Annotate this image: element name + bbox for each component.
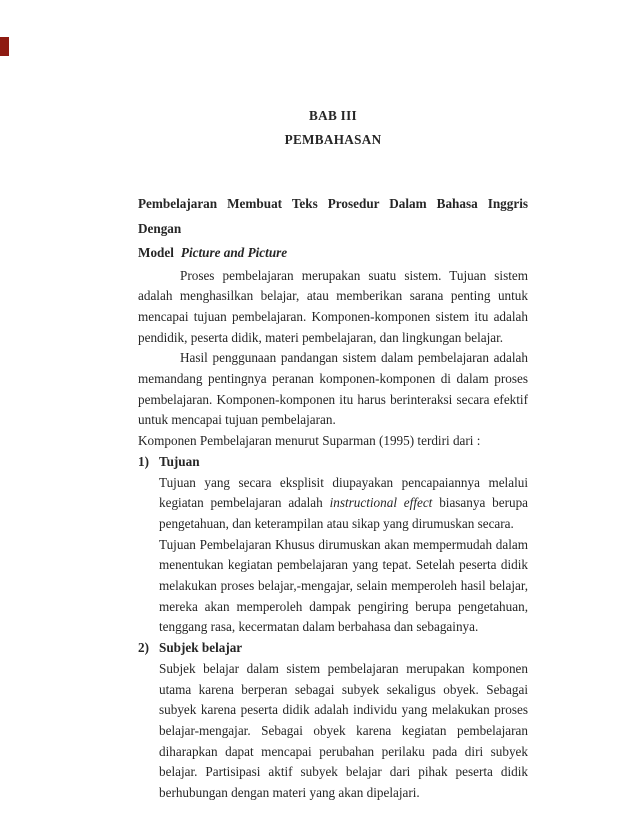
section-heading-line1: Pembelajaran Membuat Teks Prosedur Dalam Bahasa Inggris Dengan <box>138 196 528 236</box>
paragraph-2: Hasil penggunaan pandangan sistem dalam pembelajaran adalah memandang pentingnya peranan komponen-komponen di dalam proses pembelajaran. Komponen-komponen itu harus berinteraksi secara efektif untuk mencapai tujuan pembelajaran. <box>138 350 528 428</box>
chapter-number: BAB III <box>309 108 357 123</box>
spacer <box>138 152 528 192</box>
section-heading-line2 <box>138 241 528 266</box>
list-item-1-title: Tujuan <box>159 453 200 469</box>
section-heading-line2-text: Model <box>138 245 174 260</box>
list-intro: Komponen Pembelajaran menurut Suparman (1995) terdiri dari : <box>138 433 481 449</box>
paragraph-1: Proses pembelajaran merupakan suatu sistem. Tujuan sistem adalah menghasilkan belajar, atau memberikan sarana penting untuk mencapai tujuan pembelajaran. Komponen-komponen sistem itu adalah pendidik, peserta didik, materi pembelajaran, dan lingkungan belajar. <box>138 267 528 345</box>
list-item-1-para1-text-before: Tujuan yang secara eksplisit diupayakan pencapaiannya melalui kegiatan pembelajaran adalah <box>159 474 528 511</box>
section-heading-line2-italic: Picture and Picture <box>180 245 288 260</box>
page-corner-mark <box>0 37 9 56</box>
list-item-2-title: Subjek belajar <box>159 640 243 656</box>
list-item-1-para1-text-after: biasanya berupa pengetahuan, dan keterampilan atau sikap yang dirumuskan secara. <box>159 495 529 531</box>
list-item-1-paragraph-2: Tujuan Pembelajaran Khusus dirumuskan akan mempermudah dalam menentukan kegiatan pembelajaran yang tepat. Setelah peserta didik melakukan proses belajar,-mengajar, selain memperoleh hasil belajar, mereka akan memperoleh dampak pengiring berupa pengetahuan, tenggang rasa, kecermatan dalam berbahasa dan sebagainya. <box>159 536 528 635</box>
page-content <box>138 104 528 804</box>
list-item-1-paragraph-1 <box>159 473 528 535</box>
list-item-2 <box>138 638 528 804</box>
list-item-1 <box>138 452 528 638</box>
section-heading <box>138 192 528 266</box>
chapter-title: PEMBAHASAN <box>284 132 382 147</box>
list-item-1-number: 1) <box>138 453 149 469</box>
list-item-1-para1-italic: instructional effect <box>329 495 433 511</box>
list-item-2-paragraph-1: Subjek belajar dalam sistem pembelajaran merupakan komponen utama karena berperan sebagai subyek sekaligus obyek. Sebagai subyek karena peserta didik adalah individu yang melakukan proses belajar-mengajar. Sebagai obyek karena kegiatan pembelajaran diharapkan dapat mencapai perubahan perilaku pada diri subyek belajar. Partisipasi aktif subyek belajar dari pihak peserta didik berhubungan dengan materi yang akan dipelajari. <box>159 660 528 801</box>
list-item-2-number: 2) <box>138 640 149 656</box>
